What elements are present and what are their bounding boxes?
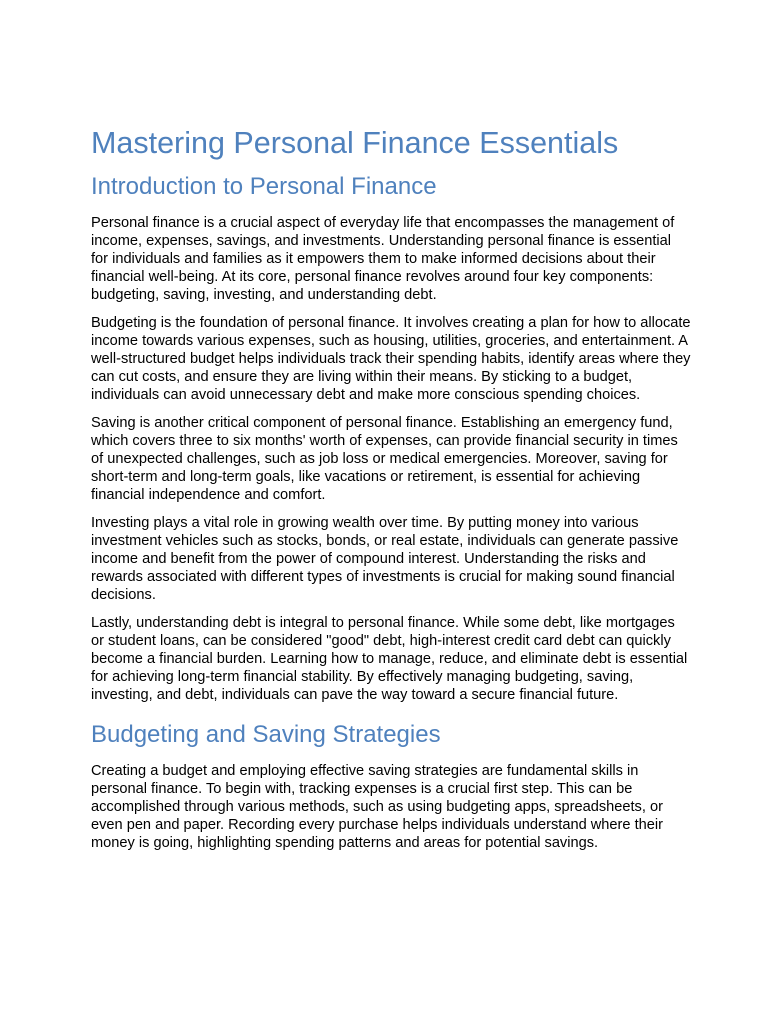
- paragraph: Saving is another critical component of personal finance. Establishing an emergency fund, which covers three to six months' worth of expenses, can provide financial security in times of unexpected challenges, such as job loss or medical emergencies. Moreover, saving for short-term and long-term goals, like vacations or retirement, is essential for achieving financial independence and comfort.: [91, 415, 678, 503]
- paragraph: Creating a budget and employing effective saving strategies are fundamental skills in personal finance. To begin with, tracking expenses is a crucial first step. This can be accomplished through various methods, such as using budgeting apps, spreadsheets, or even pen and paper. Recording every purchase helps individuals understand where their money is going, highlighting spending patterns and areas for potential savings.: [91, 763, 663, 851]
- document-title: Mastering Personal Finance Essentials: [91, 126, 619, 160]
- section-heading-budgeting: Budgeting and Saving Strategies: [91, 721, 441, 748]
- paragraph: Budgeting is the foundation of personal finance. It involves creating a plan for how to allocate income towards various expenses, such as housing, utilities, groceries, and entertainment. A well-structured budget helps individuals track their spending habits, identify areas where they can cut costs, and ensure they are living within their means. By sticking to a budget, individuals can avoid unnecessary debt and make more conscious spending choices.: [91, 315, 691, 403]
- paragraph: Personal finance is a crucial aspect of everyday life that encompasses the management of income, expenses, savings, and investments. Understanding personal finance is essential for individuals and families as it empowers them to make informed decisions about their financial well-being. At its core, personal finance revolves around four key components: budgeting, saving, investing, and understanding debt.: [91, 215, 675, 303]
- section-heading-introduction: Introduction to Personal Finance: [91, 173, 437, 200]
- paragraph: Lastly, understanding debt is integral to personal finance. While some debt, like mortgages or student loans, can be considered "good" debt, high-interest credit card debt can quickly become a financial burden. Learning how to manage, reduce, and eliminate debt is essential for achieving long-term financial stability. By effectively managing budgeting, saving, investing, and debt, individuals can pave the way toward a secure financial future.: [91, 615, 688, 703]
- document-page: [91, 124, 691, 852]
- paragraph: Investing plays a vital role in growing wealth over time. By putting money into various investment vehicles such as stocks, bonds, or real estate, individuals can generate passive income and benefit from the power of compound interest. Understanding the risks and rewards associated with different types of investments is crucial for making sound financial decisions.: [91, 515, 679, 603]
